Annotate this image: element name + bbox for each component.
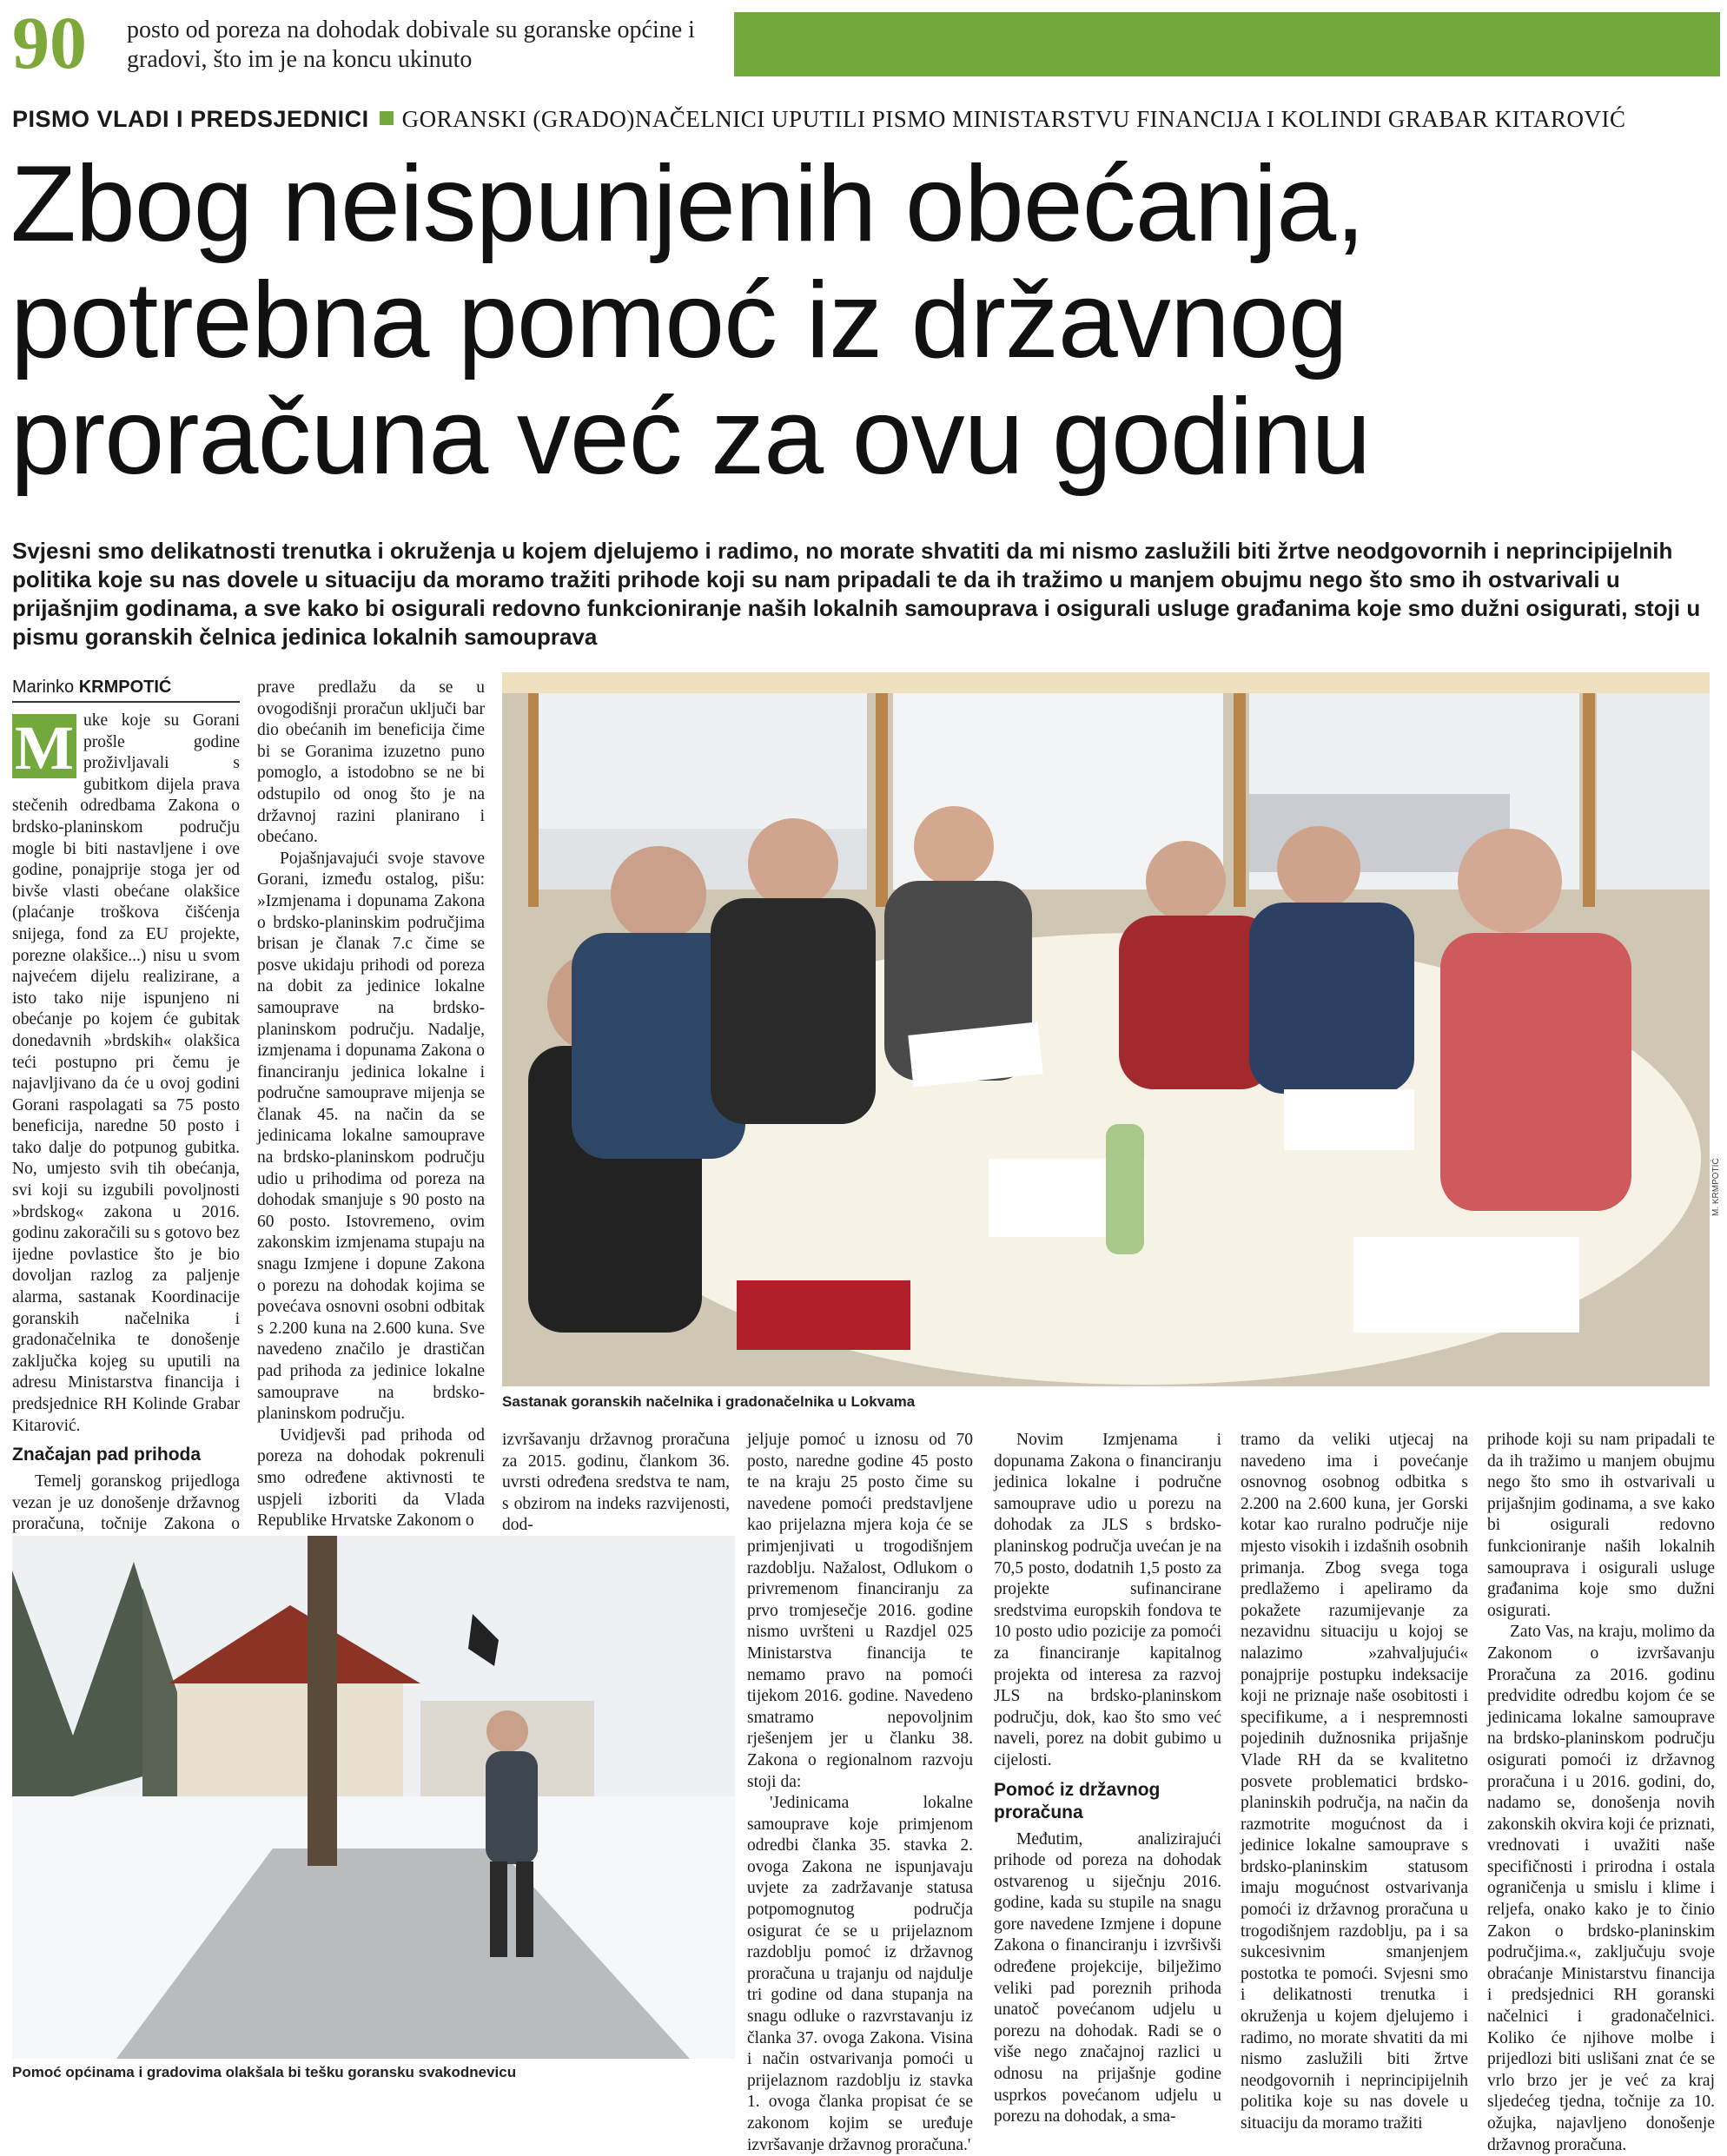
kicker-line <box>12 104 1626 134</box>
headline-line-3: proračuna već za ovu godinu <box>10 377 1371 497</box>
highlight-number: 90 <box>12 1 87 84</box>
main-photo-caption: Sastanak goranskih načelnika i gradonačelnika u Lokvama <box>502 1393 916 1410</box>
article-paragraph: 'Jedinicama lokalne samouprave koje primjenom odredbi članka 35. stavka 2. ovoga Zakona ne ispunjavaju uvjete za zadržavanje statusa potpomognutog područja osigurat će se u prijelaznom razdoblju pomoć iz državnog proračuna u trajanju od najdulje tri godine od dana stupanja na snagu odluke o razvrstavanju iz članka 37. ovoga Zakona. Visina i način ostvarivanja pomoći u prijelaznom razdoblju iz stavka 1. ovoga članka propisat će se zakonom kojim se uređuje izvršavanje državnog proračuna.' <box>747 1794 973 2154</box>
article-paragraph: Zato Vas, na kraju, molimo da Zakonom o izvršavanju Proračuna za 2016. godinu predvidite odredbu kojom će se jedinicama lokalne samouprave na brdsko-planinskom području osigurati pomoći iz državnog proračuna i u 2016. godini, do, nadamo se, donošenja novih zakonskih okvira koji će priznati, vrednovati i uvažiti naše specifičnosti i prirodna i ostala ograničenja u smislu i klime i reljefa, onako kako je to činio Zakon o brdsko-planinskim područjima.«, zaključuju svoje obraćanje Ministarstvu financija i predsjednici RH goranski načelnici i gradonačelnici. Koliko će njihove molbe i prijedlozi biti uslišani znat će se vrlo brzo jer je već za kraj sljedećeg tjedna, točnije za 10. ožujka, najavljeno donošenje državnog proračuna. <box>1487 1623 1715 2154</box>
byline-first-name: Marinko <box>12 678 75 697</box>
meeting-photo <box>502 672 1710 1386</box>
headline-line-2: potrebna pomoć iz državnog <box>10 261 1347 380</box>
article-column-6 <box>1241 1430 1468 2135</box>
headline-line-1: Zbog neispunjenih obećanja, <box>10 144 1365 264</box>
meeting-photo-illustration <box>502 672 1710 1386</box>
article-column-4 <box>747 1430 973 2156</box>
winter-photo-illustration <box>12 1536 735 2059</box>
article-paragraph: prave predlažu da se u ovogodišnji proračun uključi bar dio obećanih im beneficija čime bi se Goranima izuzetno puno pomoglo, a istodobno se ne bi odstupilo od onog što je na državnoj razini planirano i obećano. <box>257 678 485 847</box>
green-banner-bar <box>734 12 1720 76</box>
kicker-section: PISMO VLADI I PREDSJEDNICI <box>12 106 369 132</box>
article-paragraph: Temelj goranskog prijedloga vezan je uz donošenje državnog proračuna, točnije Zakona o <box>12 1472 240 1534</box>
highlight-text: posto od poreza na dohodak dobivale su goranske općine i gradovi, što im je na koncu ukinuto <box>127 17 695 73</box>
byline <box>12 678 171 698</box>
article-paragraph: Novim Izmjenama i dopunama Zakona o financiranju jedinica lokalne i područne samouprave udio u porezu na dohodak za JLS s brdsko-planinskog područja uvećan je na 70,5 posto, dodatnih 1,5 posto za projekte sufinancirane sredstvima europskih fondova te 10 posto udio pozicije za pomoći za financiranje kapitalnog projekta od interesa za razvoj JLS na brdsko-planinskom području, dok, kao što smo već naveli, porez na dobit gubimo u cijelosti. <box>994 1431 1221 1769</box>
article-paragraph: jeljuje pomoć u iznosu od 70 posto, naredne godine 45 posto te na kraju 25 posto čime su navedene pomoći predstavljene kao prijelazna mjera koja će se primjenjivati u trogodišnjem razdoblju. Nažalost, Odlukom o privremenom financiranju za prvo tromjesečje 2016. godine nismo uvršteni u Razdjel 025 Ministarstva financija te nemamo pravo na pomoći tijekom 2016. godine. Navedeno smatramo nepovoljnim rješenjem jer u članku 38. Zakona o regionalnom razvoju stoji da: <box>747 1431 973 1791</box>
article-column-5 <box>994 1430 1221 2128</box>
article-column-1 <box>12 711 240 1578</box>
article-column-3 <box>502 1430 730 1537</box>
article-paragraph: Međutim, analizirajući prihode od poreza na dohodak ostvarenog u siječnju 2016. godine, kada su stupile na snagu gore navedene Izmjene i dopune Zakona o financiranju i izvršivši određene projekcije, bilježimo veliki pad poreznih prihoda unatoč povećanom udjelu u porezu na dohodak. Radi se o više nego značajnoj razlici u odnosu na prijašnje godine usprkos povećanom udjelu u porezu na dohodak, a sma- <box>994 1829 1221 2126</box>
subheading-2: Pomoć iz državnog proračuna <box>994 1779 1161 1822</box>
byline-last-name: KRMPOTIĆ <box>78 678 172 697</box>
article-paragraph: prihode koji su nam pripadali te da ih tražimo u manjem obujmu nego što smo ih ostvarivali u prijašnjim godinama, a sve kako bi osigurali redovno funkcioniranje naših lokalnih samouprava i osigurali usluge građanima koje smo dužni osigurati. <box>1487 1431 1715 1620</box>
article-column-2 <box>257 678 485 1532</box>
winter-street-photo <box>12 1536 735 2059</box>
article-column-7 <box>1487 1430 1715 2156</box>
subheading-1: Značajan pad prihoda <box>12 1445 202 1465</box>
article-paragraph: uke koje su Gorani prošle godine proživljavali s gubitkom dijela prava stečenih odredbama Zakona o brdsko-planinskom području mogle bi biti nastavljene i ove godine, ponajprije stoga jer od bivše vlasti obećane olakšice (plaćanje troškova čišćenja snijega, fond za EU projekte, porezne olakšice...) nisu u svom najvećem dijelu realizirane, a isto tako nije ispunjeno ni obećanje po kojem će gubitak donedavnih »brdskih« olakšica teći postupno pri čemu je najavljivano da će u ovoj godini Gorani raspolagati sa 75 posto beneficija, naredne 50 posto i tako dalje do potpunog gubitka. No, umjesto svih tih obećanja, svi koji su izgubili povoljnosti »brdskog« zakona u 2016. godinu zakoračili su s gotovo bez ijedne povlastice što je bio dovoljan razlog za paljenje alarma, sastanak Koordinacije goranskih načelnika i gradonačelnika te donošenje zaključka kojeg su uputili na adresu Ministarstva financija i predsjednice RH Kolinde Grabar Kitarović. <box>12 711 240 1435</box>
article-paragraph: izvršavanju državnog proračuna za 2015. godinu, člankom 36. uvrsti određena sredstva te nam, s obzirom na indeks razvijenosti, dod- <box>502 1431 730 1535</box>
byline-rule <box>12 701 240 703</box>
article-paragraph: Pojašnjavajući svoje stavove Gorani, između ostalog, pišu: »Izmjenama i dopunama Zakona o brdsko-planinskim područjima brisan je članak 7.c čime se posve ukidaju prihodi od poreza na dobit za jedinice lokalne samouprave na brdsko-planinskom području. Nadalje, izmjenama i dopunama Zakona o financiranju jedinica lokalne i područne samouprave mijenja se članak 45. na način da se jedinicama lokalne samouprave na brdsko-planinskom području udio u prihodima od poreza na dohodak smanjuje s 90 posto na 60 posto. Istovremeno, ovim zakonskim izmjenama stupaju na snagu Izmjene i dopune Zakona o porezu na dohodak kojima se povećava osnovni osobni odbitak s 2.200 kuna na 2.600 kuna. Sve navedeno značilo je drastičan pad prihoda za jedinice lokalne samouprave na brdsko-planinskom području. <box>257 849 485 1424</box>
lead-paragraph: Svjesni smo delikatnosti trenutka i okruženja u kojem djelujemo i radimo, no morate shvatiti da mi nismo zaslužili biti žrtve neodgovornih i neprincipijelnih politika koje su nas dovele u situaciju da moramo tražiti prihode koji su nam pripadali te da ih tražimo u manjem obujmu nego što smo ih ostvarivali u prijašnjim godinama, a sve kako bi osigurali redovno funkcioniranje naših lokalnih samouprava i osigurali usluge građanima koje smo dužni osigurati, stoji u pismu goranskih čelnica jedinica lokalnih samouprava <box>12 538 1701 650</box>
headline <box>10 146 1722 495</box>
winter-photo-caption: Pomoć općinama i gradovima olakšala bi tešku goransku svakodnevicu <box>12 2064 517 2080</box>
kicker-subtitle: GORANSKI (GRADO)NAČELNICI UPUTILI PISMO MINISTARSTVU FINANCIJA I KOLINDI GRABAR KITAROVIĆ <box>401 106 1626 132</box>
article-paragraph: tramo da veliki utjecaj na navedeno ima i povećanje osnovnog osobnog odbitka s 2.200 na 2.600 kuna, jer Gorski kotar kao ruralno područje nije mjesto visokih i izdašnih osobnih primanja. Zbog svega toga predlažemo i apeliramo da pokažete razumijevanje za nezavidnu situaciju u kojoj se nalazimo »zahvaljujući« ponajprije postupku indeksacije koji ne priznaje naše osobitosti i specifikume, a i nespremnosti pojedinih dužnosnika prijašnje Vlade RH da se kvalitetno posvete problematici brdsko-planinskih područja, na način da razmotrite mogućnost da i jedinice lokalne samouprave s brdsko-planinskim statusom imaju mogućnost ostvarivanja pomoći iz državnog proračuna u trogodišnjem razdoblju, pa i sa sukcesivnim smanjenjem postotka te pomoći. Svjesni smo i delikatnosti trenutka i okruženja u kojem djelujemo i radimo, no morate shvatiti da mi nismo zaslužili biti žrtve neodgovornih i neprincipijelnih politika koje su nas dovele u situaciju da moramo tražiti <box>1241 1431 1468 2133</box>
drop-cap: M <box>12 714 76 778</box>
kicker-square-icon <box>380 111 394 125</box>
article-paragraph: Uvidjevši pad prihoda od poreza na dohodak pokrenuli smo određene aktivnosti te uspjeli izboriti da Vlada Republike Hrvatske Zakonom o <box>257 1425 485 1531</box>
photo-credit: M. KRMPOTIĆ <box>1711 1158 1721 1216</box>
